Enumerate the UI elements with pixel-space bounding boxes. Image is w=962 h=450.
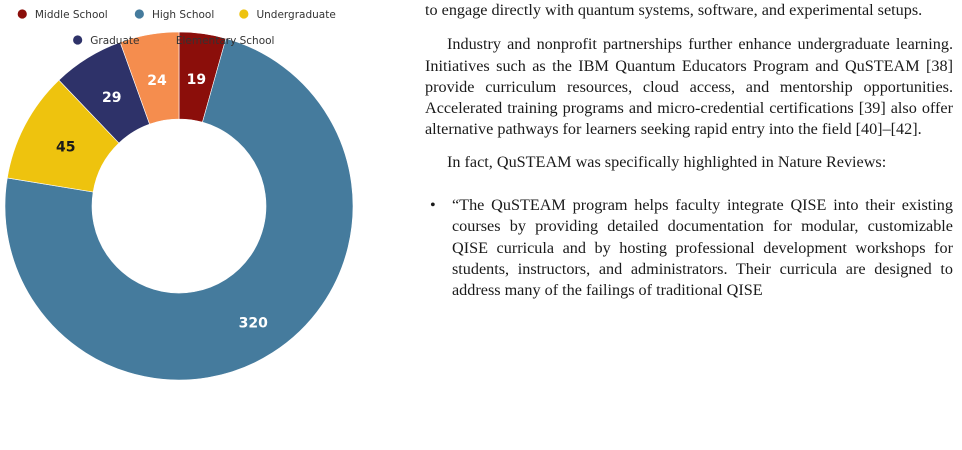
legend-item-graduate xyxy=(73,35,139,47)
legend-label-high-school: High School xyxy=(151,9,215,21)
paper-text-column xyxy=(425,0,953,450)
legend-item-high-school xyxy=(135,9,215,21)
bullet-dot: • xyxy=(430,196,436,215)
legend-label-graduate: Graduate xyxy=(90,35,140,47)
legend-label-middle-school: Middle School xyxy=(34,9,108,21)
legend-swatch-elementary-school xyxy=(159,35,168,44)
slice-label-middle-school: 19 xyxy=(186,72,207,89)
slice-label-undergraduate: 45 xyxy=(56,139,76,156)
legend-swatch-graduate xyxy=(73,35,82,44)
education-level-donut-chart xyxy=(0,0,380,450)
legend-item-elementary-school xyxy=(159,35,275,47)
donut-chart-svg xyxy=(0,0,380,450)
paragraph-nature-reviews: In fact, QuSTEAM was specifically highlighted in Nature Reviews: xyxy=(447,152,887,171)
bullet-item-quote xyxy=(425,195,953,301)
slice-label-high-school: 320 xyxy=(238,315,268,332)
legend-label-undergraduate: Undergraduate xyxy=(256,9,336,21)
paragraph-continuation: to engage directly with quantum systems, software, and experimental setups. xyxy=(425,1,923,19)
legend-label-elementary-school: Elementary School xyxy=(175,35,275,47)
legend-swatch-undergraduate xyxy=(239,9,248,18)
legend-swatch-high-school xyxy=(135,9,144,18)
legend-item-undergraduate xyxy=(239,9,336,21)
legend-swatch-middle-school xyxy=(18,9,27,18)
legend-item-middle-school xyxy=(18,9,108,21)
slice-label-graduate: 29 xyxy=(101,90,122,107)
bullet-quote-text: “The QuSTEAM program helps faculty integrate QISE into their existing courses by providing detailed documentation for modular, customizable QISE curricula and by hosting professional development workshops for students, instructors, and administrators. Their curricula are designed to address many of the failings of traditional QISE xyxy=(452,196,953,300)
slice-label-elementary-school: 24 xyxy=(147,72,167,89)
paragraph-partnerships: Industry and nonprofit partnerships further enhance undergraduate learning. Initiatives such as the IBM Quantum Educators Program and QuSTEAM [38] provide curriculum resources, cloud access, and mentorship opportunities. Accelerated training programs and micro-credential certifications [39] also offer alternative pathways for learners seeking rapid entry into the field [40]–[42]. xyxy=(425,35,953,139)
